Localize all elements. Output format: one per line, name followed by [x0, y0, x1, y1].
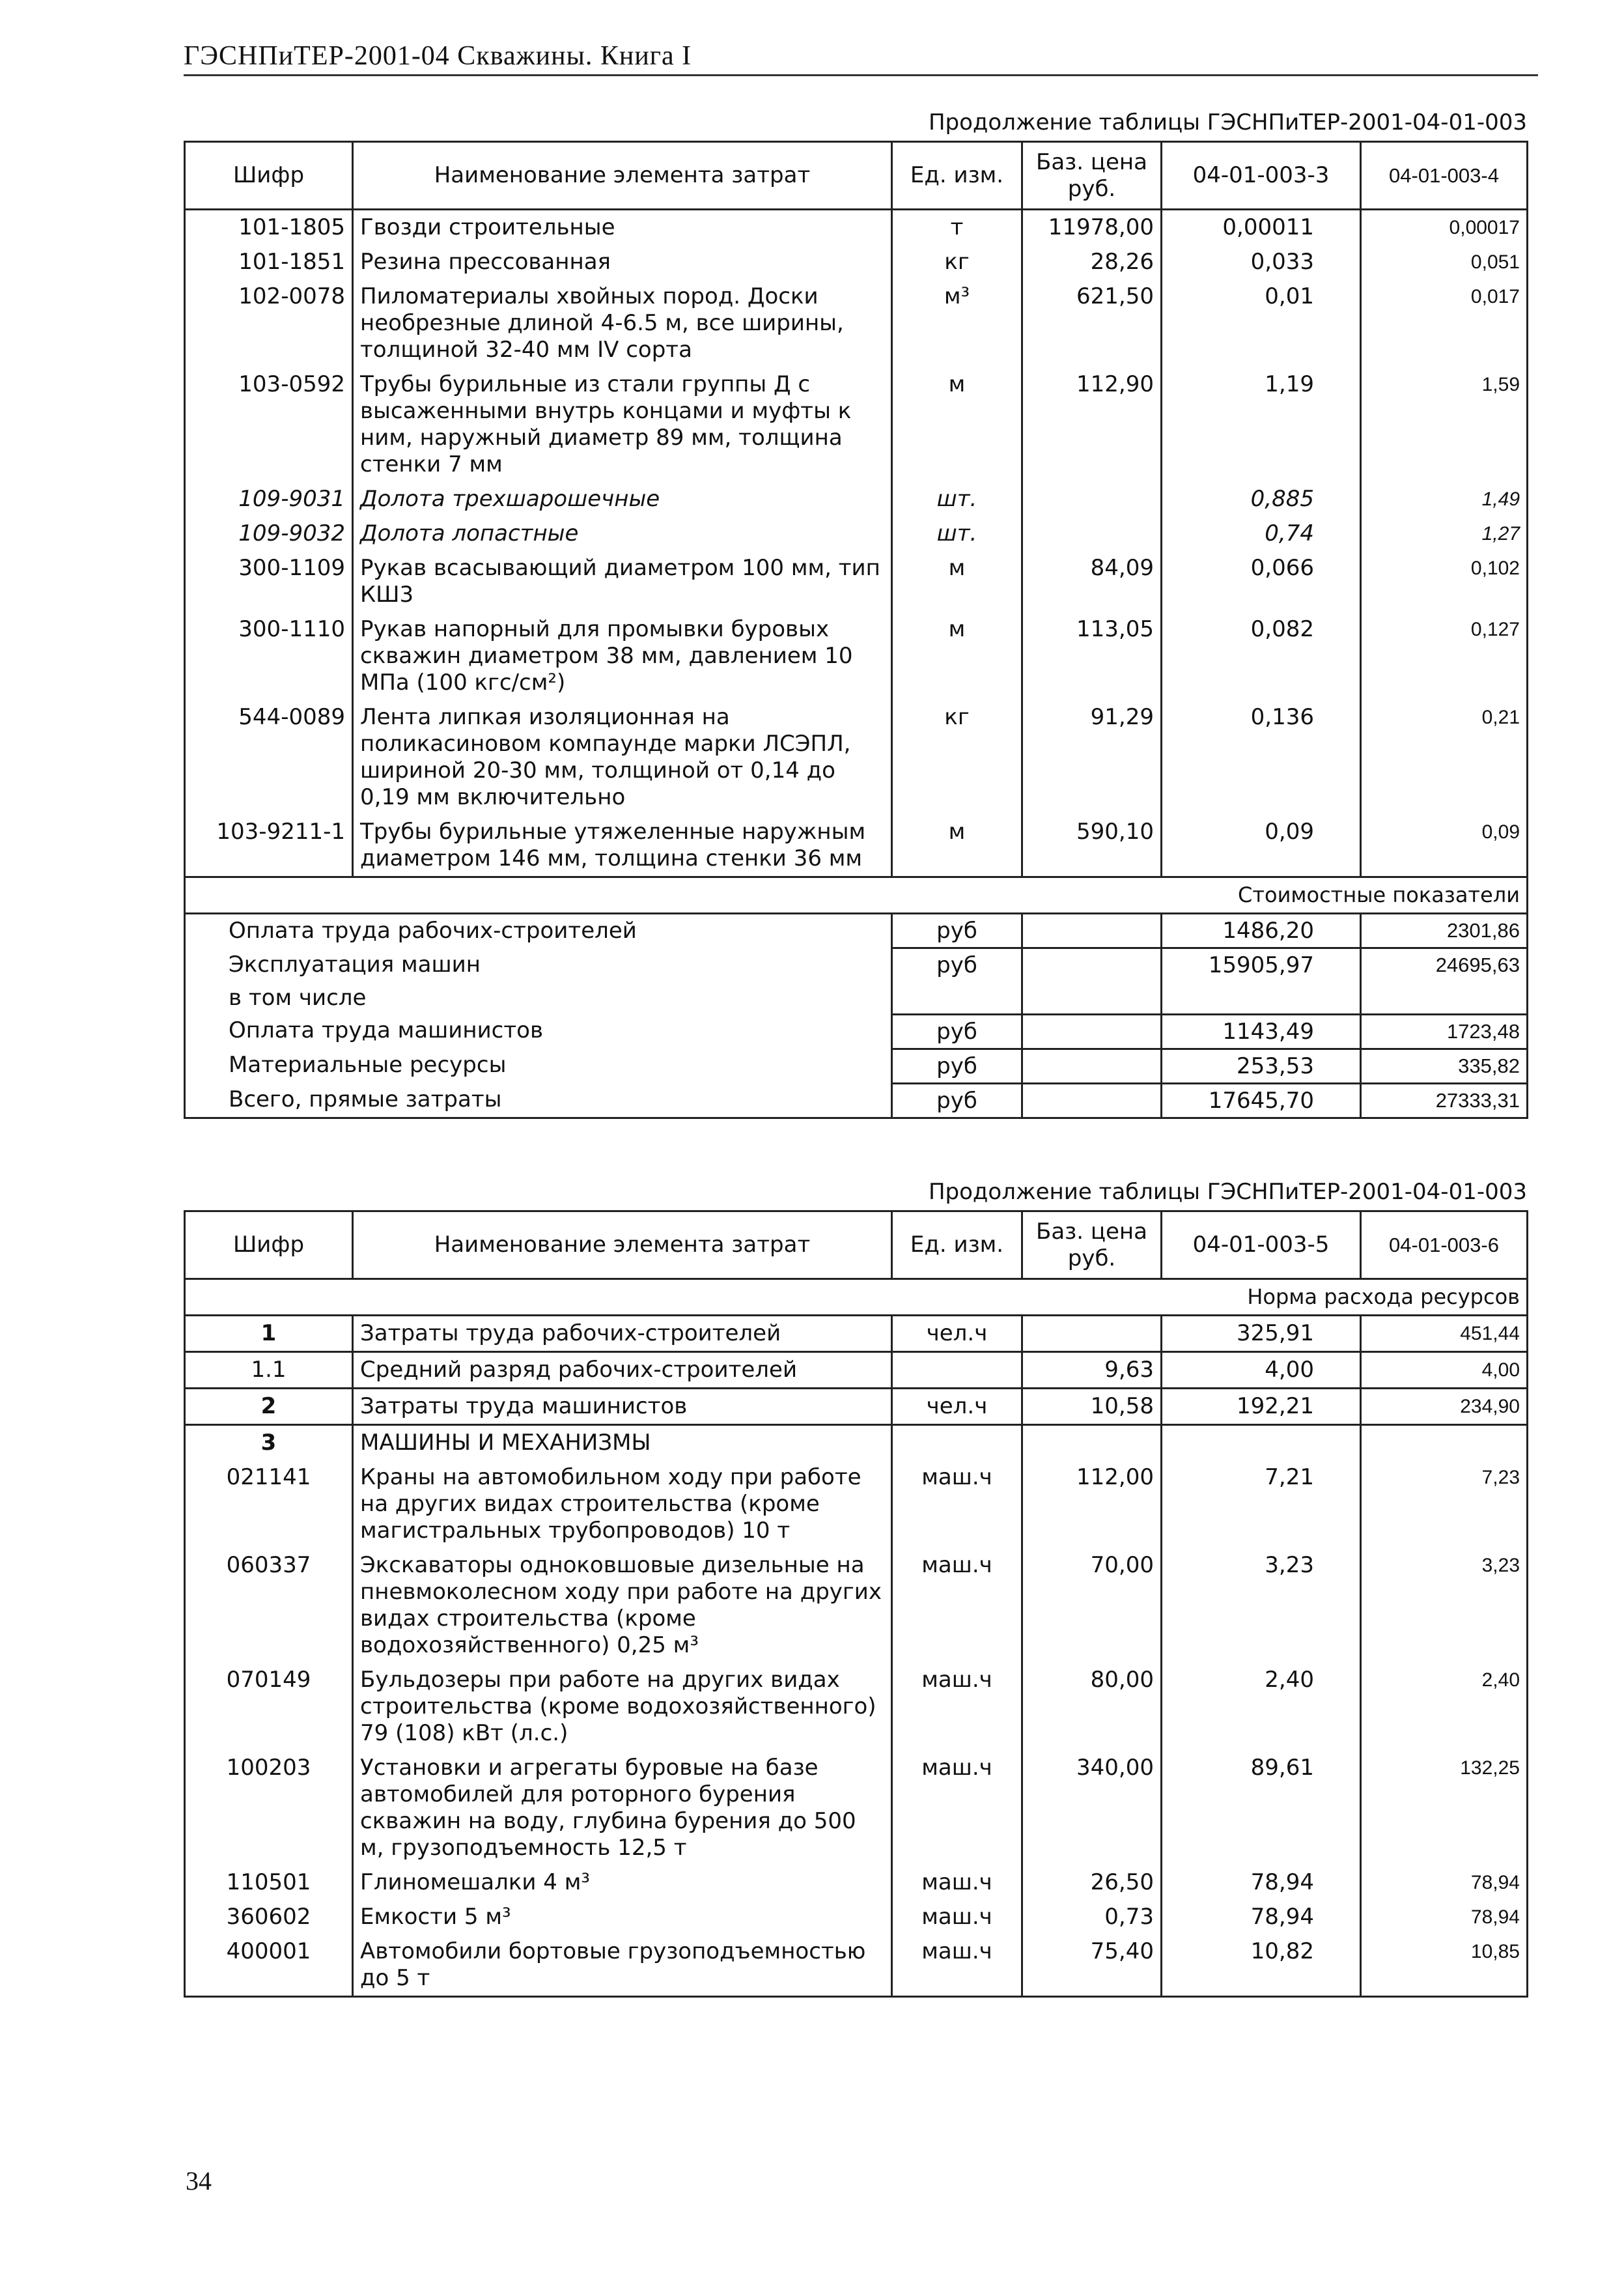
summary-value-3: 1486,20: [1162, 914, 1361, 948]
row-unit: маш.ч: [892, 1460, 1022, 1548]
row-value-5: 3,23: [1162, 1548, 1361, 1663]
row-unit: кг: [892, 245, 1022, 279]
row-value-3: 0,885: [1162, 482, 1361, 516]
row-value-5: 78,94: [1162, 1865, 1361, 1900]
row-code: 060337: [185, 1548, 353, 1663]
table-row: [185, 279, 1528, 367]
row-unit: маш.ч: [892, 1751, 1022, 1865]
table-row: [185, 1425, 1528, 1461]
row-code: 103-9211-1: [185, 815, 353, 877]
col-header-unit: Ед. изм.: [892, 1211, 1022, 1279]
page-number: 34: [186, 2166, 212, 2196]
row-value-6: 3,23: [1361, 1548, 1528, 1663]
table-row: [185, 245, 1528, 279]
row-code: 1: [185, 1316, 353, 1352]
row-price: [1022, 1316, 1162, 1352]
table-row: [185, 1934, 1528, 1997]
row-code: 400001: [185, 1934, 353, 1997]
row-name: Рукав всасывающий диаметром 100 мм, тип КШ3: [353, 551, 892, 612]
row-value-6: 78,94: [1361, 1865, 1528, 1900]
row-name: Гвозди строительные: [353, 210, 892, 246]
row-name: МАШИНЫ И МЕХАНИЗМЫ: [353, 1425, 892, 1461]
row-unit: маш.ч: [892, 1900, 1022, 1934]
row-value-4: 0,00017: [1361, 210, 1528, 246]
row-code: 360602: [185, 1900, 353, 1934]
summary-unit: руб: [892, 1014, 1022, 1049]
summary-label: Оплата труда рабочих-строителей: [185, 914, 892, 948]
row-value-5: 10,82: [1162, 1934, 1361, 1997]
row-code: 101-1851: [185, 245, 353, 279]
row-value-6: 7,23: [1361, 1460, 1528, 1548]
row-price: 26,50: [1022, 1865, 1162, 1900]
table-row: [185, 551, 1528, 612]
row-unit: м: [892, 815, 1022, 877]
row-value-3: 0,74: [1162, 516, 1361, 551]
row-value-3: 0,09: [1162, 815, 1361, 877]
row-unit: кг: [892, 700, 1022, 815]
row-value-5: [1162, 1425, 1361, 1461]
row-name: Долота трехшарошечные: [353, 482, 892, 516]
row-name: Трубы бурильные утяжеленные наружным диаметром 146 мм, толщина стенки 36 мм: [353, 815, 892, 877]
table-row: [185, 700, 1528, 815]
row-value-3: 1,19: [1162, 367, 1361, 482]
table-row: [185, 1865, 1528, 1900]
row-name: Лента липкая изоляционная на поликасиновом компаунде марки ЛСЭПЛ, шириной 20-30 мм, толщиной от 0,14 до 0,19 мм включительно: [353, 700, 892, 815]
row-value-6: 132,25: [1361, 1751, 1528, 1865]
table-row: [185, 612, 1528, 700]
row-code: 021141: [185, 1460, 353, 1548]
summary-value-3: 15905,97: [1162, 948, 1361, 982]
row-value-4: 1,27: [1361, 516, 1528, 551]
col-header-unit: Ед. изм.: [892, 142, 1022, 210]
row-name: Краны на автомобильном ходу при работе на других видах строительства (кроме магистральных трубопроводов) 10 т: [353, 1460, 892, 1548]
row-name: Долота лопастные: [353, 516, 892, 551]
row-unit: маш.ч: [892, 1865, 1022, 1900]
row-unit: маш.ч: [892, 1934, 1022, 1997]
row-unit: [892, 1352, 1022, 1389]
resource-table-1: [184, 141, 1528, 1119]
col-header-price: Баз. цена руб.: [1022, 142, 1162, 210]
row-code: 544-0089: [185, 700, 353, 815]
page-header: ГЭСНПиТЕР-2001-04 Скважины. Книга I: [184, 41, 692, 71]
summary-price: [1022, 914, 1162, 948]
table-row: [185, 1751, 1528, 1865]
row-value-4: 1,59: [1361, 367, 1528, 482]
row-unit: т: [892, 210, 1022, 246]
row-code: 300-1110: [185, 612, 353, 700]
table-row: [185, 482, 1528, 516]
row-code: 109-9031: [185, 482, 353, 516]
summary-row: [185, 982, 1528, 1014]
row-price: 28,26: [1022, 245, 1162, 279]
row-value-3: 0,082: [1162, 612, 1361, 700]
row-name: Рукав напорный для промывки буровых скважин диаметром 38 мм, давлением 10 МПа (100 кгс/см²): [353, 612, 892, 700]
row-code: 103-0592: [185, 367, 353, 482]
row-code: 1.1: [185, 1352, 353, 1389]
row-value-6: 4,00: [1361, 1352, 1528, 1389]
row-code: 2: [185, 1389, 353, 1425]
row-unit: м: [892, 367, 1022, 482]
col-header-code: Шифр: [185, 1211, 353, 1279]
row-name: Глиномешалки 4 м³: [353, 1865, 892, 1900]
summary-label: в том числе: [185, 982, 892, 1014]
row-name: Емкости 5 м³: [353, 1900, 892, 1934]
col-header-variant-6: 04-01-003-6: [1361, 1211, 1528, 1279]
row-value-5: 89,61: [1162, 1751, 1361, 1865]
summary-price: [1022, 1014, 1162, 1049]
row-value-6: 78,94: [1361, 1900, 1528, 1934]
table-row: [185, 210, 1528, 246]
summary-row: [185, 1049, 1528, 1083]
row-unit: м³: [892, 279, 1022, 367]
row-value-6: 2,40: [1361, 1663, 1528, 1751]
summary-value-4: 2301,86: [1361, 914, 1528, 948]
row-unit: [892, 1425, 1022, 1461]
row-name: Затраты труда рабочих-строителей: [353, 1316, 892, 1352]
row-code: 070149: [185, 1663, 353, 1751]
row-value-6: [1361, 1425, 1528, 1461]
summary-value-4: [1361, 982, 1528, 1014]
row-price: 70,00: [1022, 1548, 1162, 1663]
summary-row: [185, 1083, 1528, 1118]
row-value-3: 0,033: [1162, 245, 1361, 279]
row-price: [1022, 482, 1162, 516]
row-value-4: 0,127: [1361, 612, 1528, 700]
row-value-5: 2,40: [1162, 1663, 1361, 1751]
table-row: [185, 516, 1528, 551]
row-value-4: 0,102: [1361, 551, 1528, 612]
row-code: 3: [185, 1425, 353, 1461]
row-price: 113,05: [1022, 612, 1162, 700]
summary-row: [185, 1014, 1528, 1049]
summary-value-3: 17645,70: [1162, 1083, 1361, 1118]
row-unit: чел.ч: [892, 1316, 1022, 1352]
header-rule: [184, 74, 1538, 76]
summary-value-3: 1143,49: [1162, 1014, 1361, 1049]
summary-value-3: [1162, 982, 1361, 1014]
row-name: Установки и агрегаты буровые на базе автомобилей для роторного бурения скважин на воду, глубина бурения до 500 м, грузоподъемность 12,5 т: [353, 1751, 892, 1865]
row-code: 110501: [185, 1865, 353, 1900]
summary-row: [185, 948, 1528, 982]
row-value-6: 451,44: [1361, 1316, 1528, 1352]
row-value-4: 0,051: [1361, 245, 1528, 279]
row-name: Резина прессованная: [353, 245, 892, 279]
table-row: [185, 1460, 1528, 1548]
row-value-6: 234,90: [1361, 1389, 1528, 1425]
row-value-5: 78,94: [1162, 1900, 1361, 1934]
row-code: 109-9032: [185, 516, 353, 551]
row-price: 590,10: [1022, 815, 1162, 877]
cost-indicators-band: Стоимостные показатели: [185, 877, 1528, 914]
row-unit: шт.: [892, 516, 1022, 551]
col-header-variant-3: 04-01-003-3: [1162, 142, 1361, 210]
row-name: Автомобили бортовые грузоподъемностью до 5 т: [353, 1934, 892, 1997]
row-unit: маш.ч: [892, 1548, 1022, 1663]
summary-row: [185, 914, 1528, 948]
row-value-5: 192,21: [1162, 1389, 1361, 1425]
col-header-variant-4: 04-01-003-4: [1361, 142, 1528, 210]
summary-value-3: 253,53: [1162, 1049, 1361, 1083]
resource-table-2: [184, 1210, 1528, 1998]
row-value-3: 0,00011: [1162, 210, 1361, 246]
row-name: Затраты труда машинистов: [353, 1389, 892, 1425]
table-row: [185, 1663, 1528, 1751]
row-value-6: 10,85: [1361, 1934, 1528, 1997]
summary-unit: руб: [892, 914, 1022, 948]
table-caption-2: Продолжение таблицы ГЭСНПиТЕР-2001-04-01-003: [928, 1179, 1527, 1205]
row-value-4: 0,21: [1361, 700, 1528, 815]
summary-value-4: 1723,48: [1361, 1014, 1528, 1049]
row-price: 340,00: [1022, 1751, 1162, 1865]
summary-unit: руб: [892, 1083, 1022, 1118]
col-header-code: Шифр: [185, 142, 353, 210]
row-price: 112,00: [1022, 1460, 1162, 1548]
col-header-variant-5: 04-01-003-5: [1162, 1211, 1361, 1279]
row-price: 84,09: [1022, 551, 1162, 612]
row-price: 10,58: [1022, 1389, 1162, 1425]
row-name: Средний разряд рабочих-строителей: [353, 1352, 892, 1389]
row-name: Экскаваторы одноковшовые дизельные на пневмоколесном ходу при работе на других видах строительства (кроме водохозяйственного) 0,25 м³: [353, 1548, 892, 1663]
table-caption: Продолжение таблицы ГЭСНПиТЕР-2001-04-01-003: [928, 109, 1527, 135]
summary-unit: [892, 982, 1022, 1014]
summary-price: [1022, 1049, 1162, 1083]
table-row: [185, 815, 1528, 877]
table-row: [185, 1389, 1528, 1425]
summary-label: Оплата труда машинистов: [185, 1014, 892, 1049]
col-header-name: Наименование элемента затрат: [353, 142, 892, 210]
row-code: 300-1109: [185, 551, 353, 612]
row-price: 112,90: [1022, 367, 1162, 482]
row-price: 9,63: [1022, 1352, 1162, 1389]
summary-price: [1022, 982, 1162, 1014]
row-value-3: 0,136: [1162, 700, 1361, 815]
summary-unit: руб: [892, 1049, 1022, 1083]
table-row: [185, 1900, 1528, 1934]
row-name: Трубы бурильные из стали группы Д с высаженными внутрь концами и муфты к ним, наружный диаметр 89 мм, толщина стенки 7 мм: [353, 367, 892, 482]
row-unit: м: [892, 551, 1022, 612]
summary-unit: руб: [892, 948, 1022, 982]
summary-price: [1022, 1083, 1162, 1118]
row-price: 80,00: [1022, 1663, 1162, 1751]
row-value-3: 0,066: [1162, 551, 1361, 612]
row-value-5: 325,91: [1162, 1316, 1361, 1352]
row-price: 11978,00: [1022, 210, 1162, 246]
row-code: 102-0078: [185, 279, 353, 367]
row-name: Бульдозеры при работе на других видах строительства (кроме водохозяйственного) 79 (108) кВт (л.с.): [353, 1663, 892, 1751]
row-value-4: 0,017: [1361, 279, 1528, 367]
row-price: 0,73: [1022, 1900, 1162, 1934]
row-value-4: 1,49: [1361, 482, 1528, 516]
col-header-price: Баз. цена руб.: [1022, 1211, 1162, 1279]
row-price: 75,40: [1022, 1934, 1162, 1997]
row-unit: м: [892, 612, 1022, 700]
row-price: 621,50: [1022, 279, 1162, 367]
row-unit: чел.ч: [892, 1389, 1022, 1425]
table-row: [185, 1316, 1528, 1352]
row-unit: маш.ч: [892, 1663, 1022, 1751]
row-name: Пиломатериалы хвойных пород. Доски необрезные длиной 4-6.5 м, все ширины, толщиной 32-40 мм IV сорта: [353, 279, 892, 367]
summary-value-4: 27333,31: [1361, 1083, 1528, 1118]
summary-label: Материальные ресурсы: [185, 1049, 892, 1083]
row-price: [1022, 1425, 1162, 1461]
norm-band: Норма расхода ресурсов: [185, 1279, 1528, 1316]
summary-value-4: 335,82: [1361, 1049, 1528, 1083]
row-price: 91,29: [1022, 700, 1162, 815]
row-code: 100203: [185, 1751, 353, 1865]
row-value-4: 0,09: [1361, 815, 1528, 877]
summary-price: [1022, 948, 1162, 982]
col-header-name: Наименование элемента затрат: [353, 1211, 892, 1279]
table-row: [185, 1352, 1528, 1389]
row-code: 101-1805: [185, 210, 353, 246]
summary-label: Эксплуатация машин: [185, 948, 892, 982]
summary-label: Всего, прямые затраты: [185, 1083, 892, 1118]
summary-value-4: 24695,63: [1361, 948, 1528, 982]
table-row: [185, 1548, 1528, 1663]
row-value-5: 4,00: [1162, 1352, 1361, 1389]
row-price: [1022, 516, 1162, 551]
row-unit: шт.: [892, 482, 1022, 516]
table-row: [185, 367, 1528, 482]
row-value-3: 0,01: [1162, 279, 1361, 367]
row-value-5: 7,21: [1162, 1460, 1361, 1548]
